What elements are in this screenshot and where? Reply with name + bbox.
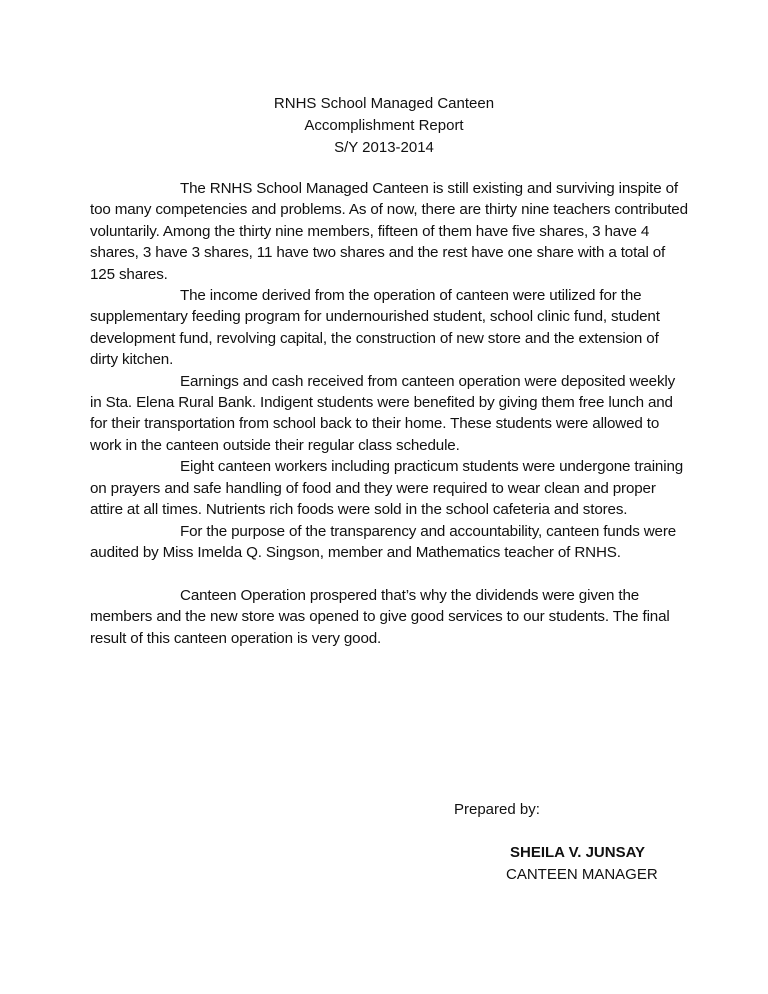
paragraph-workers: Eight canteen workers including practicum students were undergone training on prayers and safe handling of food and they were required to wear clean and proper attire at all times. Nutrients rich foods were sold in the school cafeteria and stores. xyxy=(90,458,684,519)
paragraph-income: The income derived from the operation of canteen were utilized for the supplementary feeding program for undernourished student, school clinic fund, student development fund, revolving capital, the construction of new store and the extension of dirty kitchen. xyxy=(90,287,660,369)
report-header xyxy=(0,93,768,159)
header-report-title: Accomplishment Report xyxy=(304,117,464,134)
header-school-canteen: RNHS School Managed Canteen xyxy=(273,95,495,112)
paragraph-audit: For the purpose of the transparency and accountability, canteen funds were audited by Miss Imelda Q. Singson, member and Mathematics teacher of RNHS. xyxy=(90,522,677,561)
paragraph-earnings: Earnings and cash received from canteen operation were deposited weekly in Sta. Elena Rural Bank. Indigent students were benefited by giving them free lunch and for their transportation from school back to their home. These students were allowed to work in the canteen outside their regular class schedule. xyxy=(90,372,676,454)
paragraph-shares: The RNHS School Managed Canteen is still existing and surviving inspite of too many competencies and problems. As of now, there are thirty nine teachers contributed voluntarily. Among the thirty nine members, fifteen of them have five shares, 3 have 4 shares, 3 have 3 shares, 11 have two shares and the rest have one share with a total of 125 shares. xyxy=(90,180,688,283)
paragraph-conclusion: Canteen Operation prospered that’s why the dividends were given the members and the new store was opened to give good services to our students. The final result of this canteen operation is very good. xyxy=(90,586,670,647)
report-body xyxy=(90,178,690,649)
prepared-by-label: Prepared by: xyxy=(454,801,540,818)
signature-block xyxy=(454,799,540,821)
signatory-name: SHEILA V. JUNSAY xyxy=(510,844,646,861)
header-school-year: S/Y 2013-2014 xyxy=(334,139,434,156)
signatory-title: CANTEEN MANAGER xyxy=(506,866,658,883)
